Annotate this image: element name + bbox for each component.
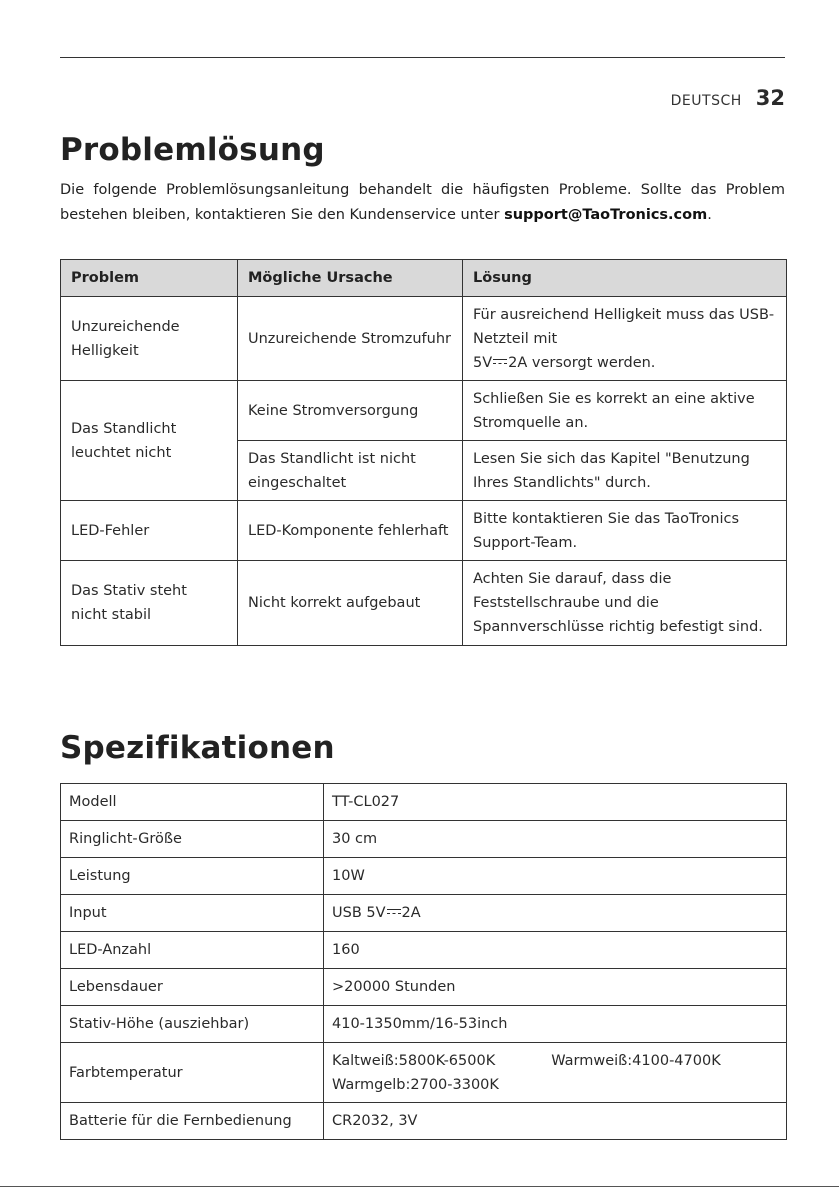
spec-value: 160 bbox=[324, 932, 787, 969]
support-email: support@TaoTronics.com bbox=[504, 207, 708, 223]
spec-row bbox=[61, 821, 787, 858]
spec-row bbox=[61, 1006, 787, 1043]
solution-text: Für ausreichend Helligkeit muss das USB-Netzteil mit bbox=[473, 306, 775, 347]
problem-cell: Das Stativ steht nicht stabil bbox=[61, 561, 238, 646]
spec-label: Stativ-Höhe (ausziehbar) bbox=[61, 1006, 324, 1043]
problem-cell: Unzureichende Helligkeit bbox=[61, 297, 238, 381]
spec-label: Batterie für die Fernbedienung bbox=[61, 1103, 324, 1140]
troubleshooting-intro bbox=[60, 178, 785, 228]
language-label: DEUTSCH bbox=[670, 93, 742, 109]
spec-value: TT-CL027 bbox=[324, 784, 787, 821]
intro-text: Die folgende Problemlösungsanleitung behandelt die häufigsten Probleme. Sollte das Problem bestehen bleiben, kontaktieren Sie den Kundenservice unter bbox=[60, 182, 785, 223]
solution-cell: Schließen Sie es korrekt an eine aktive Stromquelle an. bbox=[463, 381, 787, 441]
solution-cell: Bitte kontaktieren Sie das TaoTronics Support-Team. bbox=[463, 501, 787, 561]
spec-value: >20000 Stunden bbox=[324, 969, 787, 1006]
table-row bbox=[61, 561, 787, 646]
spec-row bbox=[61, 1103, 787, 1140]
column-header-cause: Mögliche Ursache bbox=[238, 260, 463, 297]
cause-cell: Das Standlicht ist nicht eingeschaltet bbox=[238, 441, 463, 501]
dc-symbol-icon bbox=[493, 357, 507, 367]
dc-symbol-icon bbox=[387, 907, 401, 917]
spec-label: LED-Anzahl bbox=[61, 932, 324, 969]
voltage-text: 5V bbox=[473, 354, 493, 371]
specifications-table bbox=[60, 783, 787, 1140]
troubleshooting-table bbox=[60, 259, 787, 646]
column-header-solution: Lösung bbox=[463, 260, 787, 297]
spec-label: Lebensdauer bbox=[61, 969, 324, 1006]
cause-cell: Keine Stromversorgung bbox=[238, 381, 463, 441]
spec-label: Leistung bbox=[61, 858, 324, 895]
spec-row bbox=[61, 969, 787, 1006]
input-current: 2A bbox=[401, 905, 421, 921]
page-number: 32 bbox=[755, 86, 785, 110]
solution-cell: Achten Sie darauf, dass die Feststellschraube und die Spannverschlüsse richtig befestigt sind. bbox=[463, 561, 787, 646]
spec-value: CR2032, 3V bbox=[324, 1103, 787, 1140]
spec-value: 410-1350mm/16-53inch bbox=[324, 1006, 787, 1043]
spec-row bbox=[61, 895, 787, 932]
table-header-row bbox=[61, 260, 787, 297]
table-row bbox=[61, 297, 787, 381]
page-header bbox=[671, 86, 785, 110]
cause-cell: Unzureichende Stromzufuhr bbox=[238, 297, 463, 381]
warm-white-value: Warmweiß:4100-4700K bbox=[551, 1052, 721, 1069]
spec-label: Farbtemperatur bbox=[61, 1043, 324, 1103]
problem-cell: Das Standlicht leuchtet nicht bbox=[61, 381, 238, 501]
spec-value bbox=[324, 1043, 787, 1103]
spec-label: Modell bbox=[61, 784, 324, 821]
solution-cell: Lesen Sie sich das Kapitel "Benutzung Ihres Standlichts" durch. bbox=[463, 441, 787, 501]
top-divider bbox=[60, 57, 785, 58]
table-row bbox=[61, 381, 787, 441]
bottom-divider bbox=[0, 1186, 839, 1187]
spec-row bbox=[61, 1043, 787, 1103]
spec-value: 10W bbox=[324, 858, 787, 895]
spec-label: Ringlicht-Größe bbox=[61, 821, 324, 858]
troubleshooting-title: Problemlösung bbox=[60, 132, 325, 168]
cool-white-value: Kaltweiß:5800K-6500K bbox=[332, 1052, 496, 1069]
table-row bbox=[61, 501, 787, 561]
input-voltage: USB 5V bbox=[332, 905, 386, 921]
column-header-problem: Problem bbox=[61, 260, 238, 297]
problem-cell: LED-Fehler bbox=[61, 501, 238, 561]
specifications-title: Spezifikationen bbox=[60, 730, 335, 766]
warm-yellow-value: Warmgelb:2700-3300K bbox=[332, 1076, 499, 1093]
spec-label: Input bbox=[61, 895, 324, 932]
spec-value: 30 cm bbox=[324, 821, 787, 858]
solution-text-end: 2A versorgt werden. bbox=[508, 354, 656, 371]
cause-cell: LED-Komponente fehlerhaft bbox=[238, 501, 463, 561]
spec-row bbox=[61, 932, 787, 969]
intro-end: . bbox=[707, 207, 712, 223]
spec-row bbox=[61, 784, 787, 821]
spec-row bbox=[61, 858, 787, 895]
cause-cell: Nicht korrekt aufgebaut bbox=[238, 561, 463, 646]
solution-cell bbox=[463, 297, 787, 381]
spec-value bbox=[324, 895, 787, 932]
